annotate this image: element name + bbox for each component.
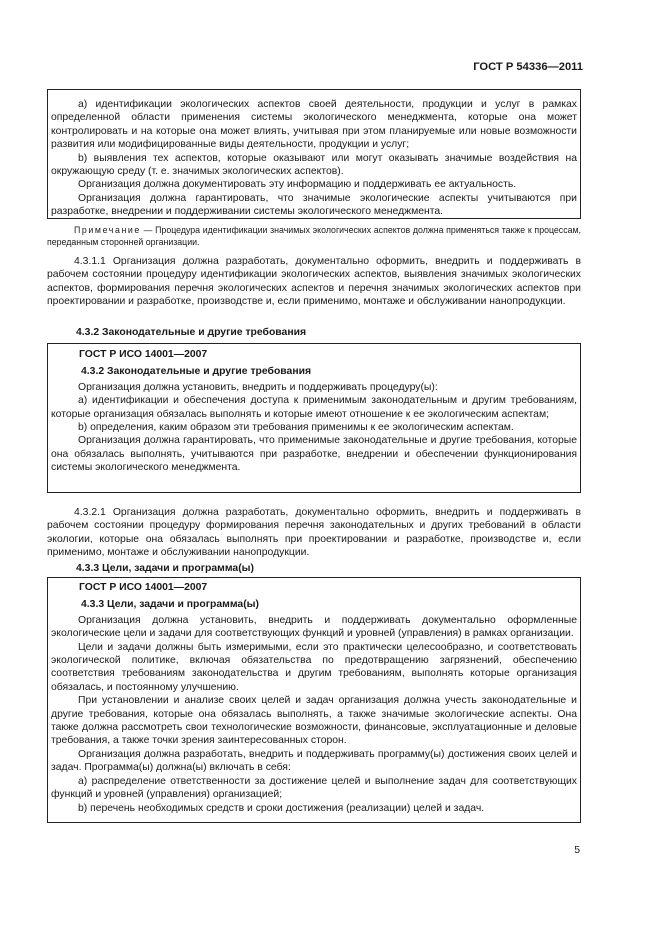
box1-para-b: b) выявления тех аспектов, которые оказывают или могут оказывать значимые воздействия на окружающую среду (т. е. значимых экологических аспектов). — [51, 152, 577, 178]
note — [47, 225, 581, 248]
box3-para-1: Организация должна установить, внедрить и поддерживать документально оформленные экологические цели и задачи для соответствующих функций и уровней (управления) в рамках организации. — [51, 614, 577, 640]
box3-para-3: При установлении и анализе своих целей и задач организация должна учесть законодательные и другие требования, которые она обязалась выполнять, а также значимые экологические аспекты. Она также должна рассмотреть свои технологические возможности, финансовые, эксплуатационные и деловые требования, а также точки зрения заинтересованных сторон. — [51, 695, 577, 747]
box1-para-4: Организация должна гарантировать, что значимые экологические аспекты учитываются при разработке, внедрении и поддерживании системы экологического менеджмента. — [51, 192, 577, 218]
box2-section-title: 4.3.2 Законодательные и другие требования — [81, 366, 312, 378]
box2-para-4: Организация должна гарантировать, что применимые законодательные и другие требования, которые она обязалась выполнять, учитываются при разработке, внедрении и обеспечении функционирования системы экологического менеджмента. — [51, 435, 577, 474]
clause-4-3-1-1-text: 4.3.1.1 Организация должна разработать, документально оформить, внедрить и поддерживать в рабочем состоянии процедуру идентификации экологических аспектов, выявления значимых экологических аспектов, формирования перечня экологических аспектов и перечня значимых экологических аспектов при проектировании и разработке, производстве и, если применимо, монтаже и обслуживании нанопродукции. — [47, 256, 581, 308]
section-heading-4-3-2: 4.3.2 Законодательные и другие требования — [76, 327, 307, 338]
box3-para-4: Организация должна разработать, внедрить и поддерживать программу(ы) достижения своих целей и задач. Программа(ы) должна(ы) включать в себя: — [51, 748, 577, 774]
document-header: ГОСТ Р 54336—2011 — [473, 61, 583, 73]
box3-para-b: b) перечень необходимых средств и сроки достижения (реализации) целей и задач. — [78, 802, 485, 814]
box2-para-a: a) идентификации и обеспечения доступа к применимым законодательным и другим требованиям, которые организация обязалась выполнять и которые имеют отношение к ее экологическим аспектам; — [51, 395, 577, 420]
box2-para-1: Организация должна установить, внедрить и поддерживать процедуру(ы): — [78, 381, 438, 393]
box2-standard-title: ГОСТ Р ИСО 14001—2007 — [79, 349, 208, 360]
clause-4-3-1-1 — [47, 255, 581, 309]
box2-para-b: b) определения, каким образом эти требования применимы к ее экологическим аспектам. — [78, 422, 514, 434]
clause-4-3-2-1-text: 4.3.2.1 Организация должна разработать, документально оформить, внедрить и поддерживать в рабочем состоянии процедуру формирования перечня законодательных и других требований в области экологии, которые она обязалась выполнять при проектировании и разработке, производстве и, если применимо, монтаже и обслуживании нанопродукции. — [47, 507, 581, 559]
clause-4-3-2-1 — [47, 506, 581, 560]
box3-section-title: 4.3.3 Цели, задачи и программа(ы) — [81, 599, 259, 611]
quoted-standard-box-1 — [47, 89, 581, 219]
page-number: 5 — [574, 845, 580, 856]
note-label: Примечание — [74, 225, 141, 235]
box3-para-2: Цели и задачи должны быть измеримыми, если это практически целесообразно, и соответствовать экологической политике, включая обязательства по предотвращению загрязнений, обеспечению соответствия требованиям законодательства и другим требованиям, выполнять которые организация обязалась, и постоянному улучшению. — [51, 641, 577, 693]
quoted-standard-box-2 — [47, 343, 581, 493]
quoted-standard-box-3 — [47, 577, 581, 823]
box3-standard-title: ГОСТ Р ИСО 14001—2007 — [79, 582, 208, 593]
box1-para-3: Организация должна документировать эту информацию и поддерживать ее актуальность. — [78, 179, 517, 191]
box1-para-a: a) идентификации экологических аспектов своей деятельности, продукции и услуг в рамках определенной области применения системы экологического менеджмента, которые она может контролировать и на которые она может влиять, учитывая при этом планируемые или новые возможности развития или модифицированные виды деятельности, продукции и услуг; — [51, 99, 577, 151]
note-text: — Процедура идентификации значимых экологических аспектов должна применяться также к процессам, переданным сторонней организации. — [47, 225, 581, 247]
box3-para-a: a) распределение ответственности за достижение целей и выполнение задач для соответствующих функций и уровней (управления) организацией; — [51, 775, 577, 801]
section-heading-4-3-3: 4.3.3 Цели, задачи и программа(ы) — [76, 563, 254, 574]
